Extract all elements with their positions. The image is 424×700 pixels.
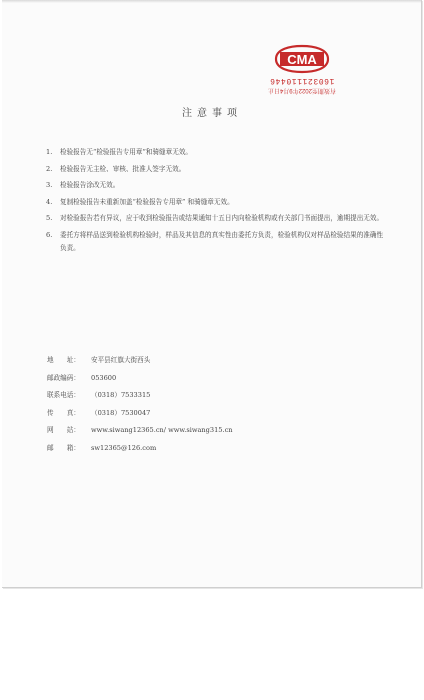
contact-label: 邮 箱： [47, 443, 80, 452]
item-text: 委托方将样品送到检验机构检验时，样品及其信息的真实性由委托方负责，检验机构仅对样品检验结果的准确性负责。 [60, 230, 384, 252]
list-item [46, 179, 386, 192]
notes-list [46, 146, 386, 258]
contact-address [47, 355, 233, 366]
contact-label: 传 真： [47, 408, 80, 417]
item-number: 5. [46, 214, 53, 222]
item-text: 对检验报告若有异议，应于收到检验报告或结果通知十五日内向检验机构或有关部门书面提出，逾期提出无效。 [60, 214, 384, 222]
contact-value: sw12365@126.com [91, 443, 157, 452]
stamp-number: 160321110446 [269, 76, 335, 85]
list-item [46, 146, 386, 159]
contact-value: 安平县红旗大街西头 [91, 356, 151, 364]
page-title: 注意事项 [182, 108, 242, 119]
list-item [46, 212, 386, 225]
cma-stamp [268, 44, 336, 96]
item-number: 4. [46, 197, 53, 206]
list-item [46, 196, 386, 209]
list-item [46, 163, 386, 176]
item-text: 检验报告无“检验报告专用章”和骑缝章无效。 [60, 148, 193, 156]
contact-email [47, 443, 233, 454]
contact-label: 邮政编码： [47, 373, 80, 382]
item-number: 3. [46, 181, 53, 189]
cma-logo-text: CMA [287, 52, 317, 67]
contact-value: （0318）7533315 [91, 391, 151, 399]
contact-fax [47, 408, 233, 419]
contact-label: 网 站： [47, 426, 80, 434]
contact-value: （0318）7530047 [91, 408, 151, 417]
contact-value: 053600 [91, 373, 117, 382]
item-text: 检验报告涂改无效。 [60, 181, 120, 189]
item-number: 2. [46, 164, 53, 173]
stamp-caption: 有效期至2022年9月4日止 [267, 87, 336, 93]
contact-postcode [47, 373, 233, 384]
cma-logo-icon [270, 44, 334, 74]
item-text: 复制检验报告未重新加盖“检验报告专用章” 和骑缝章无效。 [60, 197, 234, 206]
contact-label: 地 址： [47, 356, 80, 364]
page-top-edge [2, 0, 421, 3]
contact-value: www.siwang12365.cn/ www.siwang315.cn [91, 426, 233, 434]
contact-website [47, 425, 233, 436]
item-text: 检验报告无主检、审核、批准人签字无效。 [60, 164, 186, 173]
item-number: 6. [46, 230, 53, 239]
contact-label: 联系电话： [47, 391, 80, 399]
document-page [2, 0, 422, 588]
list-item [46, 229, 386, 255]
item-number: 1. [46, 148, 53, 156]
contact-info [47, 355, 233, 460]
contact-phone [47, 390, 233, 401]
